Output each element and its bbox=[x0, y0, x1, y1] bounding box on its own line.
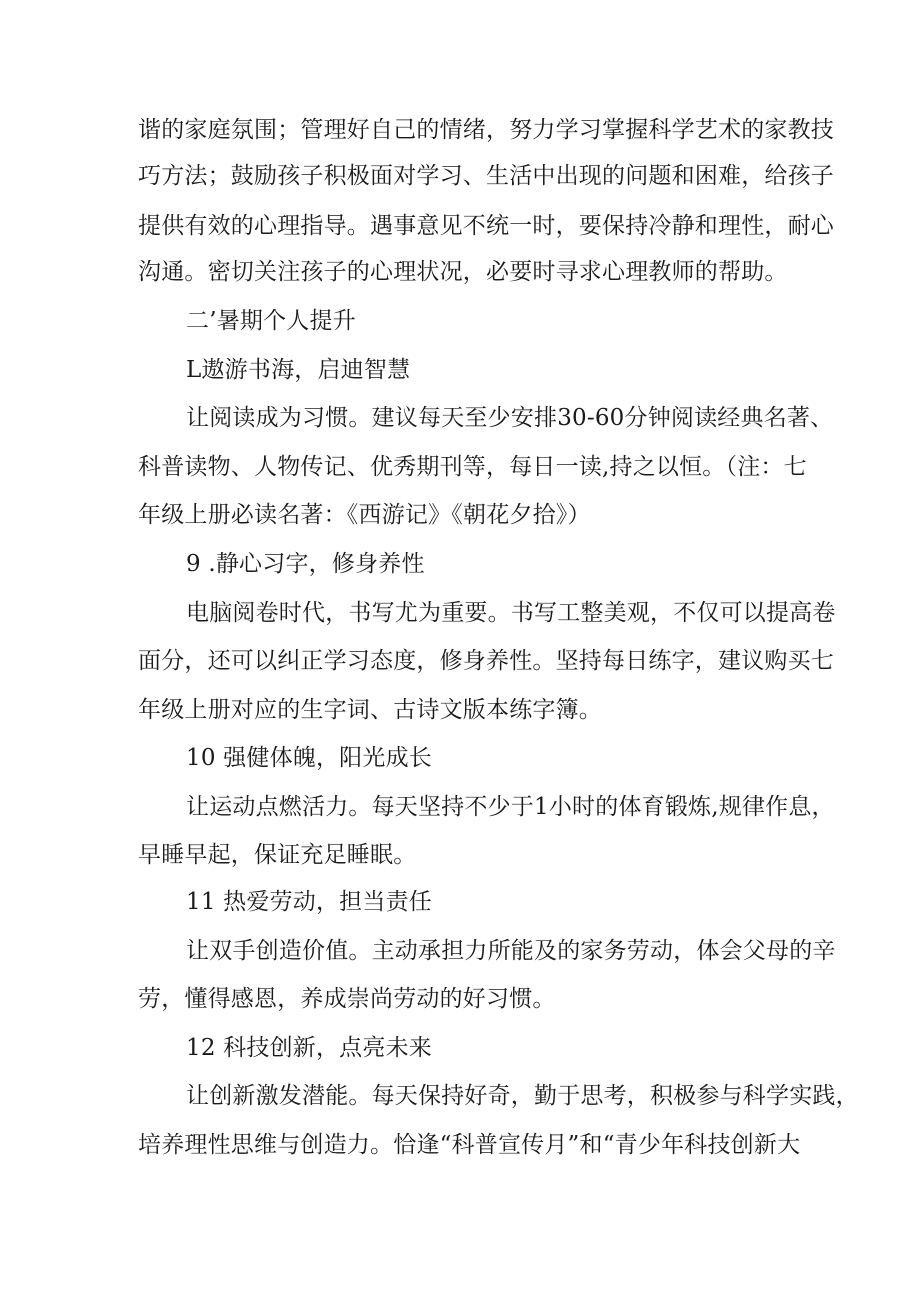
paragraph-family-line-1: 谐的家庭氛围；管理好自己的情绪，努力学习掌握科学艺术的家教技 bbox=[138, 117, 834, 143]
paragraph-family-line-4: 沟通。密切关注孩子的心理状况，必要时寻求心理教师的帮助。 bbox=[138, 259, 788, 285]
subheading-handwriting: 9 .静心习字，修身养性 bbox=[186, 551, 425, 577]
paragraph-handwriting-line-3: 年级上册对应的生字词、古诗文版本练字簿。 bbox=[138, 697, 602, 723]
subheading-labor: 11 热爱劳动，担当责任 bbox=[186, 889, 432, 915]
subheading-reading: L遨游书海，启迪智慧 bbox=[186, 357, 411, 383]
subheading-exercise: 10 强健体魄，阳光成长 bbox=[186, 745, 432, 771]
paragraph-labor-line-1: 让双手创造价值。主动承担力所能及的家务劳动，体会父母的辛 bbox=[186, 938, 836, 964]
paragraph-handwriting-line-2: 面分，还可以纠正学习态度，修身养性。坚持每日练字，建议购买七 bbox=[138, 648, 834, 674]
paragraph-handwriting-line-1: 电脑阅卷时代，书写尤为重要。书写工整美观，不仅可以提高卷 bbox=[186, 600, 836, 626]
paragraph-innovation-line-2: 培养理性思维与创造力。恰逢“科普宣传月”和“青少年科技创新大 bbox=[138, 1132, 801, 1158]
paragraph-innovation-line-1: 让创新激发潜能。每天保持好奇，勤于思考，积极参与科学实践， bbox=[186, 1083, 859, 1109]
subheading-innovation: 12 科技创新，点亮未来 bbox=[186, 1035, 432, 1061]
paragraph-labor-line-2: 劳，懂得感恩，养成崇尚劳动的好习惯。 bbox=[138, 986, 556, 1012]
paragraph-reading-line-1: 让阅读成为习惯。建议每天至少安排30-60分钟阅读经典名著、 bbox=[186, 405, 834, 431]
paragraph-exercise-line-2: 早睡早起，保证充足睡眠。 bbox=[138, 842, 417, 868]
paragraph-family-line-2: 巧方法；鼓励孩子积极面对学习、生活中出现的问题和困难，给孩子 bbox=[138, 163, 834, 189]
paragraph-family-line-3: 提供有效的心理指导。遇事意见不统一时，要保持冷静和理性，耐心 bbox=[138, 213, 834, 239]
section-heading-summer: 二’暑期个人提升 bbox=[186, 308, 356, 334]
paragraph-exercise-line-1: 让运动点燃活力。每天坚持不少于1小时的体育锻炼,规律作息， bbox=[186, 794, 835, 820]
paragraph-reading-line-2: 科普读物、人物传记、优秀期刊等，每日一读,持之以恒。（注：七 bbox=[138, 454, 807, 480]
paragraph-reading-line-3: 年级上册必读名著：《西游记》《朝花夕拾》） bbox=[138, 502, 591, 528]
